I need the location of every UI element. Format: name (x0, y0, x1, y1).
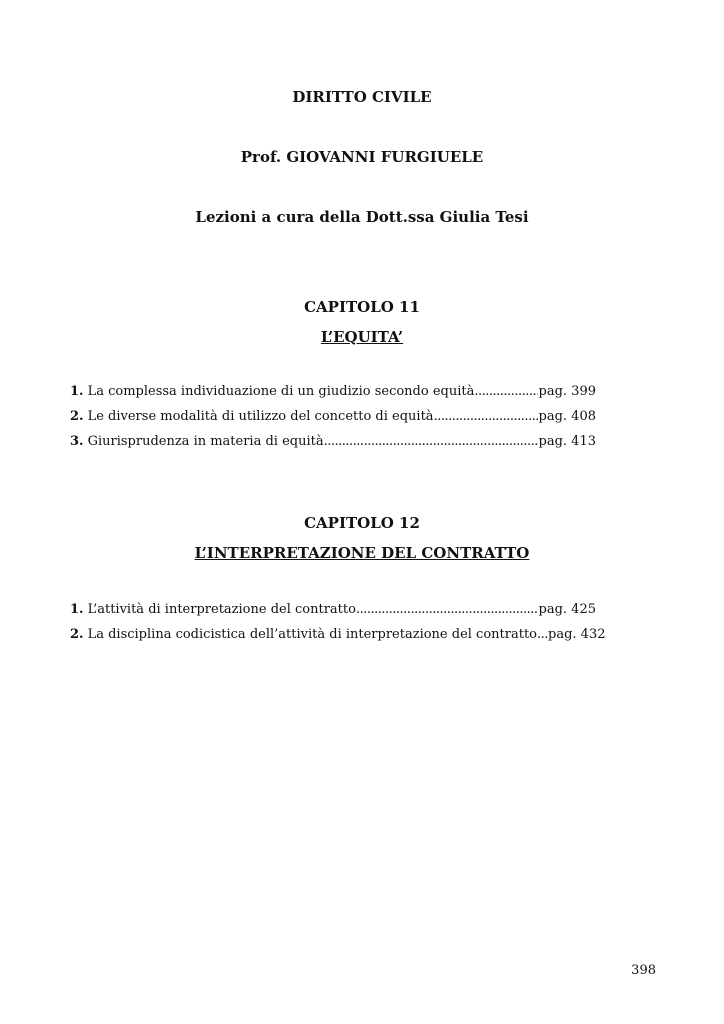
toc-entry-number: 1. (70, 384, 84, 399)
toc-entry-title: Le diverse modalità di utilizzo del concetto di equità (87, 409, 434, 424)
toc-entry[interactable] (70, 384, 596, 409)
toc-entry-number: 2. (70, 627, 84, 642)
toc-entry[interactable] (70, 627, 606, 652)
toc-entry[interactable] (70, 434, 596, 459)
toc-leader-dots (324, 434, 538, 449)
toc-leader-dots (356, 602, 538, 617)
toc-entry[interactable] (70, 409, 596, 434)
toc-entry-title: La disciplina codicistica dell’attività di interpretazione del contratto (87, 627, 538, 642)
course-title: DIRITTO CIVILE (292, 88, 432, 106)
toc-entry-number: 1. (70, 602, 84, 617)
chapter-12-toc (70, 602, 606, 652)
chapter-11-toc (70, 384, 596, 459)
editor-credit: Lezioni a cura della Dott.ssa Giulia Tesi (195, 208, 529, 226)
toc-leader-dots (474, 384, 537, 399)
chapter-11-title: L’EQUITA’ (320, 328, 404, 346)
toc-entry-number: 3. (70, 434, 84, 449)
toc-leader-dots (434, 409, 538, 424)
toc-entry-page: pag. 425 (538, 602, 596, 617)
professor-name: Prof. GIOVANNI FURGIUELE (240, 148, 484, 166)
toc-entry-page: pag. 413 (538, 434, 596, 449)
chapter-11-label: CAPITOLO 11 (304, 298, 420, 316)
toc-leader-dots (537, 627, 547, 642)
toc-entry-page: pag. 399 (538, 384, 596, 399)
page-number: 398 (631, 963, 656, 978)
chapter-12-label: CAPITOLO 12 (304, 514, 420, 532)
toc-entry-page: pag. 408 (538, 409, 596, 424)
toc-entry-title: L’attività di interpretazione del contratto (87, 602, 356, 617)
toc-entry-title: La complessa individuazione di un giudizio secondo equità (87, 384, 475, 399)
chapter-12-title: L’INTERPRETAZIONE DEL CONTRATTO (194, 544, 530, 562)
toc-entry[interactable] (70, 602, 596, 627)
toc-entry-number: 2. (70, 409, 84, 424)
toc-entry-title: Giurisprudenza in materia di equità (87, 434, 324, 449)
toc-entry-page: pag. 432 (548, 627, 606, 642)
